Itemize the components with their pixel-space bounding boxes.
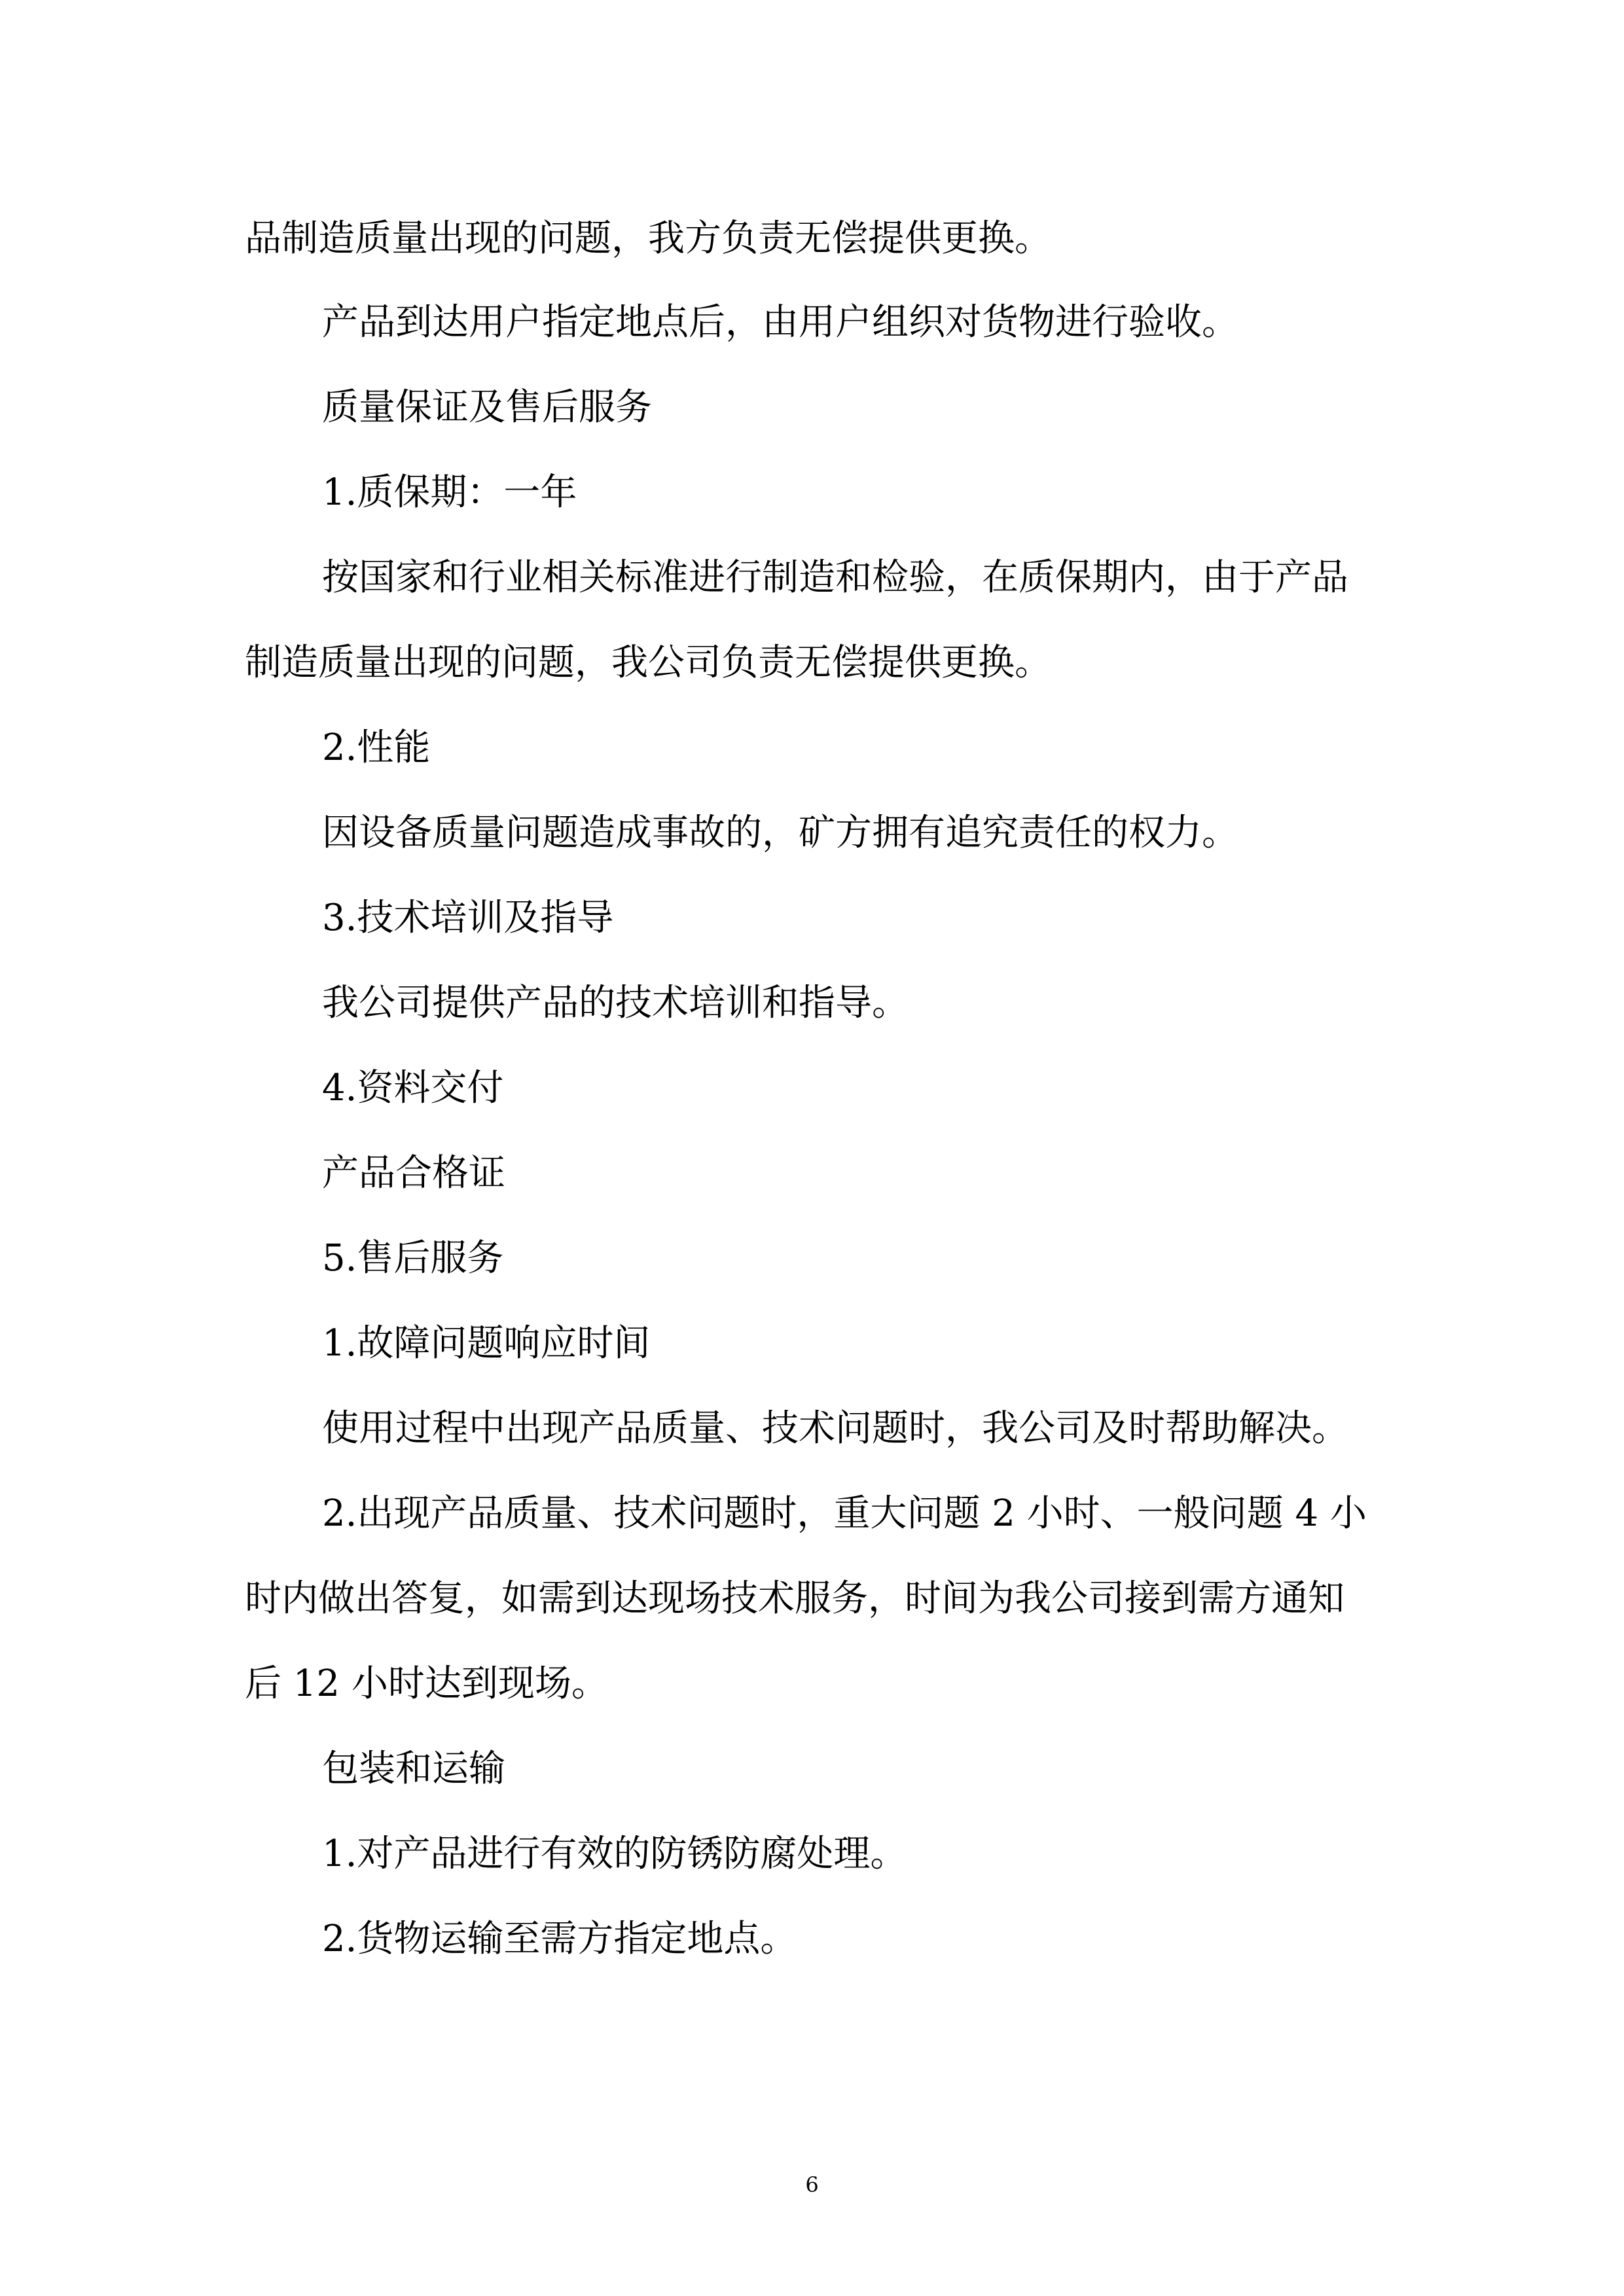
paragraph-line: 时内做出答复，如需到达现场技术服务，时间为我公司接到需方通知	[245, 1577, 1344, 1620]
paragraph-line: 产品到达用户指定地点后，由用户组织对货物进行验收。	[322, 301, 1238, 344]
list-item-heading: 5.售后服务	[322, 1237, 504, 1280]
paragraph-line: 制造质量出现的问题，我公司负责无偿提供更换。	[245, 641, 1051, 684]
list-item-heading: 2.货物运输至需方指定地点。	[322, 1918, 797, 1960]
list-item-heading: 2.性能	[322, 726, 431, 769]
list-item-heading: 3.技术培训及指导	[322, 897, 614, 939]
paragraph-line: 后 12 小时达到现场。	[245, 1662, 608, 1705]
paragraph-line: 因设备质量问题造成事故的，矿方拥有追究责任的权力。	[322, 812, 1238, 854]
section-heading: 包装和运输	[322, 1748, 505, 1790]
paragraph-line: 产品合格证	[322, 1152, 505, 1194]
paragraph-line: 使用过程中出现产品质量、技术问题时，我公司及时帮助解决。	[322, 1407, 1348, 1450]
paragraph-line: 按国家和行业相关标准进行制造和检验，在质保期内，由于产品	[322, 556, 1348, 599]
list-item-heading: 4.资料交付	[322, 1067, 504, 1109]
page-number: 6	[805, 2172, 819, 2197]
list-item-heading: 1.对产品进行有效的防锈防腐处理。	[322, 1833, 907, 1875]
paragraph-line: 我公司提供产品的技术培训和指导。	[322, 982, 909, 1024]
paragraph-line: 2.出现产品质量、技术问题时，重大问题 2 小时、一般问题 4 小	[322, 1492, 1367, 1535]
list-item-heading: 1.质保期：一年	[322, 471, 577, 514]
section-heading: 质量保证及售后服务	[322, 386, 652, 429]
list-item-heading: 1.故障问题响应时间	[322, 1322, 651, 1365]
paragraph-line: 品制造质量出现的问题，我方负责无偿提供更换。	[245, 217, 1051, 260]
